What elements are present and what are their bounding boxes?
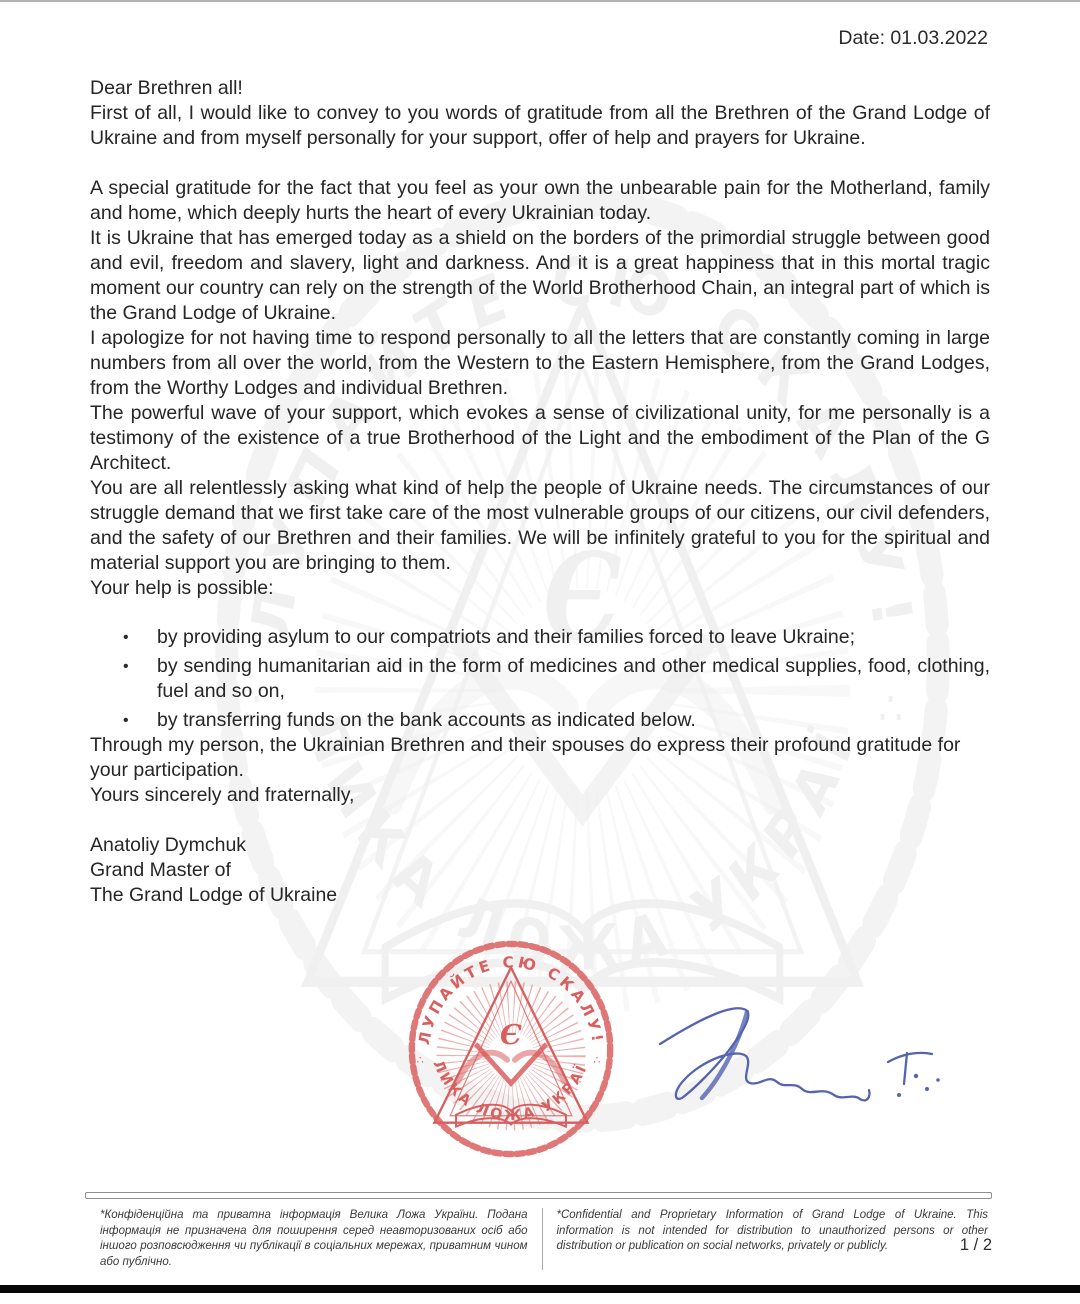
list-item [90,625,990,650]
list-item-text: by sending humanitarian aid in the form of medicines and other medical supplies, food, clothing, fuel and so on, [157,655,990,702]
help-intro: Your help is possible: [90,577,274,599]
paragraph: You are all relentlessly asking what kind of help the people of Ukraine needs. The circumstances of our struggle demand that we first take care of the most vulnerable groups of our citizens, our civil defenders, and the safety of our Brethren and their families. We will be infinitely grateful to you for the spiritual and material support you are bringing to them. [90,477,990,574]
closing-line: Yours sincerely and fraternally, [90,784,355,806]
signature-flourish [660,1008,860,1099]
list-item-text: by providing asylum to our compatriots and their families forced to leave Ukraine; [157,626,855,648]
page-number: 1 / 2 [959,1236,992,1254]
scan-bottom-edge [0,1285,1080,1293]
paragraph-block [90,176,990,576]
signature-tail [860,1090,869,1100]
footer [100,1208,988,1270]
scan-top-edge [0,0,1080,2]
paragraph: It is Ukraine that has emerged today as a shield on the borders of the primordial struggle between good and evil, freedom and slavery, light and darkness. And it is a great happiness that in this mortal tragic moment our country can rely on the strength of the World Brotherhood Chain, an integral part of which is the Grand Lodge of Ukraine. [90,227,990,324]
signer-block [90,833,990,908]
confidential-note-uk: *Конфіденційна та приватна інформація Велика Ложа України. Подана інформація не призначена для поширення серед неавторизованих осіб або іншого розповсюдження чи публікації в соціальних мережах, приватним чином або публічно. [100,1209,528,1268]
handwritten-signature [650,992,960,1127]
footer-divider [85,1192,992,1199]
paragraph-gratitude: Through my person, the Ukrainian Brethren and their spouses do express their profound gratitude for your participation. [90,734,961,781]
paragraph-intro: First of all, I would like to convey to you words of gratitude from all the Brethren of the Grand Lodge of Ukraine and from myself personally for your support, offer of help and prayers for Ukraine. [90,102,990,149]
confidential-note-en: *Confidential and Proprietary Information of Grand Lodge of Ukraine. This information is not intended for distribution to unauthorized persons or other distribution or publication on social networks, privately or publicly. [542,1208,989,1270]
bullet-icon: • [123,658,129,675]
letter-date: Date: 01.03.2022 [838,27,988,49]
paragraph: The powerful wave of your support, which evokes a sense of civilizational unity, for me personally is a testimony of the existence of a true Brotherhood of the Light and the embodiment of the Plan of the G Architect. [90,402,990,474]
signer-name: Anatoliy Dymchuk [90,834,247,856]
list-item-text: by transferring funds on the bank accounts as indicated below. [157,709,696,731]
letter-body [90,76,990,908]
signature-dots [897,1074,940,1097]
lodge-seal-stamp [403,936,619,1162]
salutation: Dear Brethren all! [90,77,243,99]
bullet-icon: • [123,629,129,646]
list-item [90,654,990,704]
help-list [90,625,990,733]
paragraph: A special gratitude for the fact that you feel as your own the unbearable pain for the Motherland, family and home, which deeply hurts the heart of every Ukrainian today. [90,177,990,224]
list-item [90,708,990,733]
signer-title: Grand Master of [90,859,231,881]
signer-org: The Grand Lodge of Ukraine [90,884,338,906]
bullet-icon: • [123,712,129,729]
paragraph: I apologize for not having time to respond personally to all the letters that are constantly coming in large numbers from all over the world, from the Western to the Eastern Hemisphere, from the Grand Lodges, from the Worthy Lodges and individual Brethren. [90,327,990,399]
signature-paraph [888,1053,932,1084]
